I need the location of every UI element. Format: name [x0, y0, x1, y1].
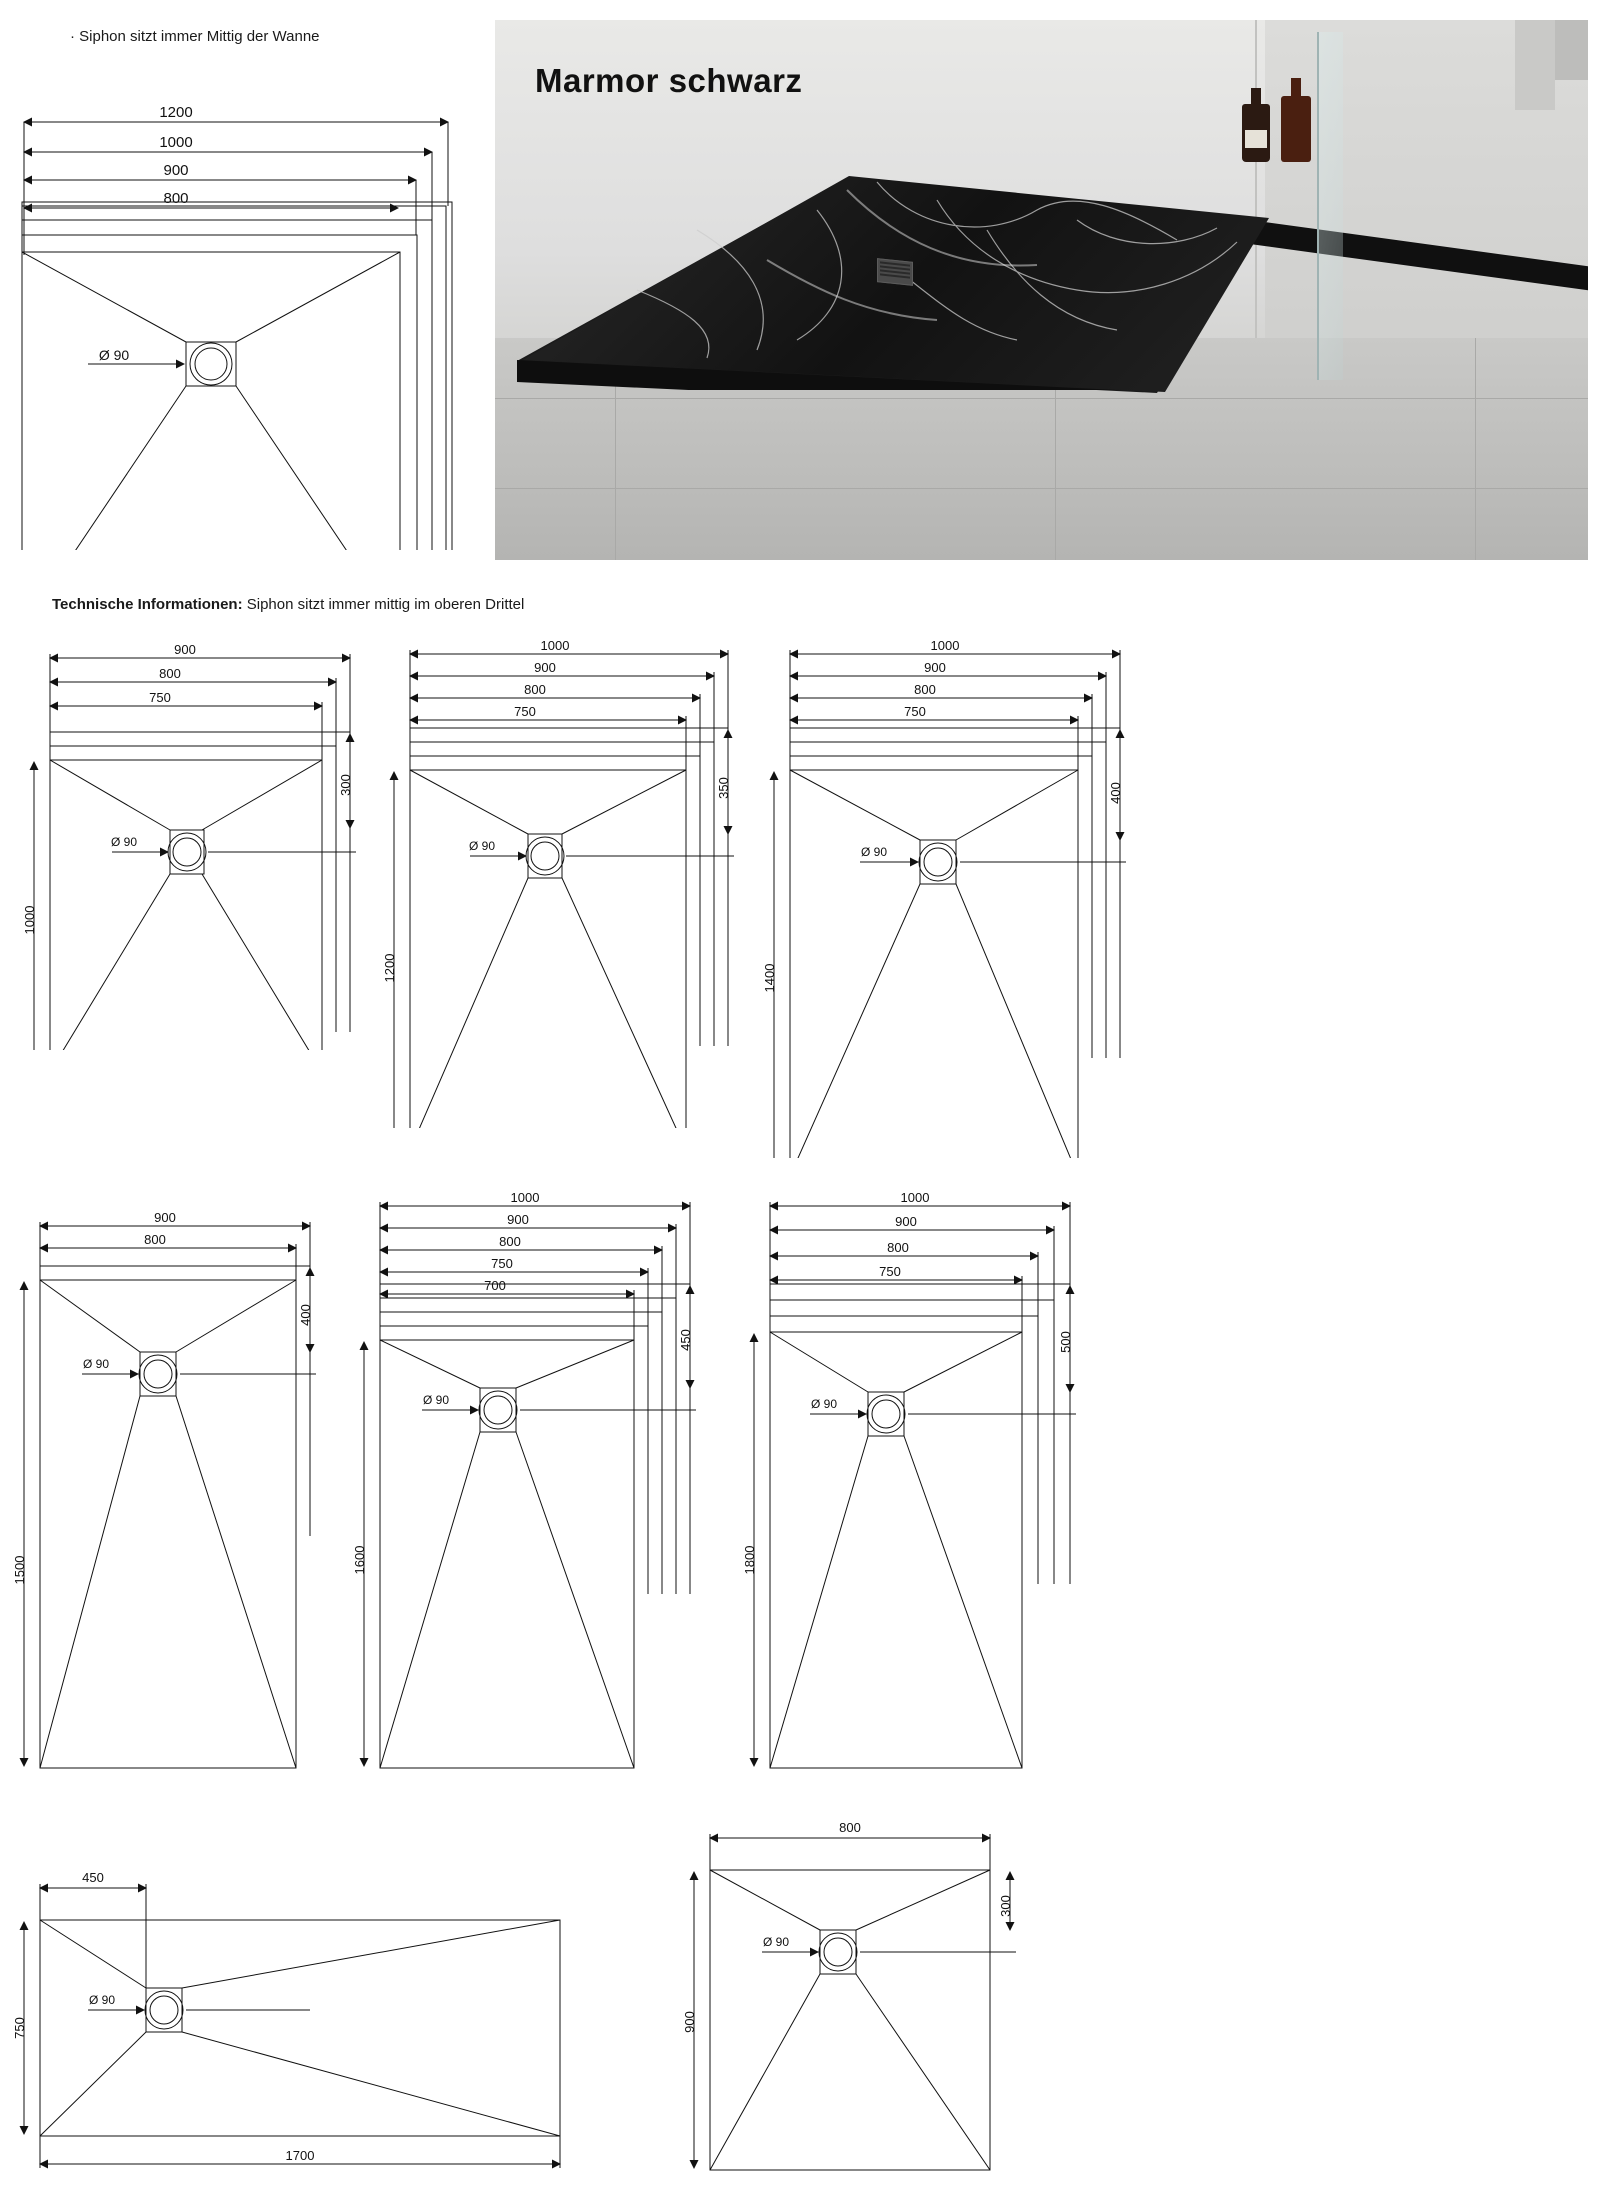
drawing-tray-1400	[760, 628, 1160, 1158]
dim-750: 750	[904, 704, 926, 719]
drawing-tray-1700x750	[10, 1830, 590, 2170]
dim-1000: 1000	[900, 1190, 930, 1205]
drain-label: Ø 90	[88, 1993, 116, 2007]
drawing-tray-1500	[10, 1200, 340, 1790]
drawing-square-overview	[10, 80, 480, 550]
drain-label: Ø 90	[82, 1357, 110, 1371]
dim-900: 900	[924, 660, 946, 675]
dim-900: 900	[154, 1210, 176, 1225]
dim-height-1400: 1400	[762, 963, 777, 993]
dim-800: 800	[499, 1234, 521, 1249]
dim-height-1000: 1000	[22, 905, 37, 935]
dim-700: 700	[484, 1278, 506, 1293]
dim-800: 800	[839, 1820, 861, 1835]
dim-450: 450	[82, 1870, 104, 1885]
drain-label: Ø 90	[860, 845, 888, 859]
dim-1000: 1000	[540, 638, 570, 653]
dim-offset-300: 300	[998, 1895, 1013, 1917]
drawing-tray-1600	[350, 1180, 730, 1790]
dim-height-1200: 1200	[382, 953, 397, 983]
ceiling-beam	[1515, 20, 1555, 110]
dim-900: 900	[174, 642, 196, 657]
dim-800: 800	[524, 682, 546, 697]
dim-900: 900	[507, 1212, 529, 1227]
drawing-tray-1000	[20, 630, 380, 1050]
dim-1000: 1000	[930, 638, 960, 653]
dim-900: 900	[534, 660, 556, 675]
dim-height-1600: 1600	[352, 1545, 367, 1575]
dim-800: 800	[914, 682, 936, 697]
dim-800: 800	[163, 190, 189, 207]
drawing-tray-1200	[380, 628, 760, 1128]
ceiling-beam-2	[1555, 20, 1588, 80]
drain-cover	[877, 258, 913, 286]
dim-height-750: 750	[12, 2017, 27, 2039]
dim-width-1700: 1700	[285, 2148, 315, 2163]
dim-1200: 1200	[159, 104, 193, 121]
dim-750: 750	[149, 690, 171, 705]
dim-offset-300: 300	[338, 774, 353, 796]
dim-800: 800	[159, 666, 181, 681]
drain-label: Ø 90	[468, 839, 496, 853]
drain-label: Ø 90	[422, 1393, 450, 1407]
product-photo	[495, 20, 1588, 560]
dim-900: 900	[163, 162, 189, 179]
dim-1000: 1000	[510, 1190, 540, 1205]
note-siphon-center: · Siphon sitzt immer Mittig der Wanne	[70, 28, 320, 45]
bottle-dark	[1242, 104, 1270, 162]
dim-800: 800	[144, 1232, 166, 1247]
dim-offset-350: 350	[716, 777, 731, 799]
dim-900: 900	[895, 1214, 917, 1229]
dim-800: 800	[887, 1240, 909, 1255]
dim-offset-400: 400	[298, 1304, 313, 1326]
drain-label: Ø 90	[762, 1935, 790, 1949]
dim-offset-450: 450	[678, 1329, 693, 1351]
wall-corner-edge	[1255, 20, 1257, 350]
drawing-tray-800x900	[680, 1810, 1040, 2180]
dim-height-1500: 1500	[12, 1555, 27, 1585]
product-title: Marmor schwarz	[535, 62, 803, 99]
technical-info	[52, 596, 524, 613]
drain-label: Ø 90	[98, 347, 130, 363]
dim-offset-400: 400	[1108, 782, 1123, 804]
drawing-tray-1800	[740, 1180, 1120, 1790]
dim-750: 750	[879, 1264, 901, 1279]
technical-info-label: Technische Informationen:	[52, 596, 243, 613]
drain-label: Ø 90	[810, 1397, 838, 1411]
bottle-brown	[1281, 96, 1311, 162]
technical-info-text: Siphon sitzt immer mittig im oberen Drittel	[242, 596, 525, 613]
dim-height-900: 900	[682, 2011, 697, 2033]
dim-750: 750	[491, 1256, 513, 1271]
dim-1000: 1000	[159, 134, 193, 151]
dim-offset-500: 500	[1058, 1331, 1073, 1353]
glass-partition	[1317, 32, 1343, 380]
dim-750: 750	[514, 704, 536, 719]
dim-height-1800: 1800	[742, 1545, 757, 1575]
drain-label: Ø 90	[110, 835, 138, 849]
